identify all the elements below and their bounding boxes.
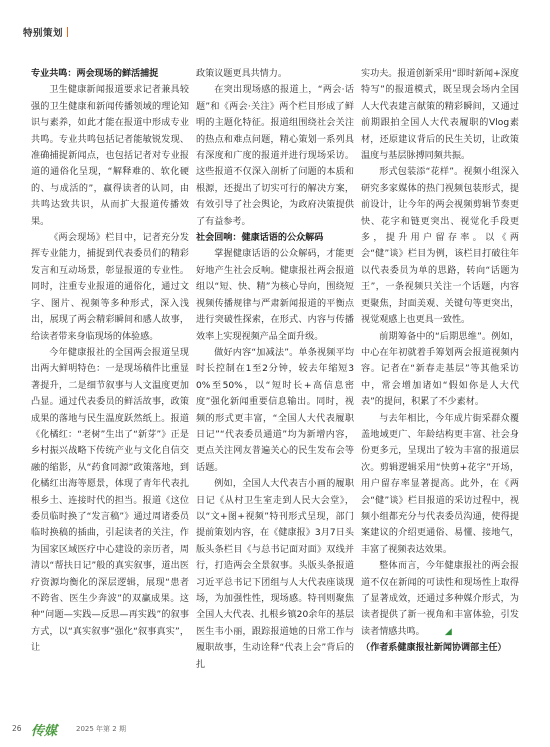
closing-text: 整体而言，今年健康报社的两会报道不仅在新闻的可读性和现场性上取得了显著成效，还通过多种媒介形式，为读者提供了新一视角和丰富体验，引发读者情感共鸣。 [361,561,519,637]
paragraph: 前期筹备中的“后期思维”。例如，中心在年初就着手筹划两会报道视频内容。记者在“新春走基层”等其他采访中，常会增加诸如“假如你是人大代表”的提问，积累了不少素材。 [361,331,519,408]
magazine-logo: 传媒 [31,724,58,739]
page-number: 26 [12,724,22,733]
paragraph: 卫生健康新闻报道要求记者兼具较强的卫生健康和新闻传播领域的理论知识与素养，如此才能在报道中形成专业共鸣。专业共鸣包括记者能敏锐发现、准确捕捉新闻点，也包括记者对专业报道的通俗化呈现，“解释难的、软化硬的、与成活的”，赢得读者的认同，由共鸣达致共识，从而扩大报道传播效果。 [31,85,189,227]
paragraph: 与去年相比，今年成片街采群众覆盖地域更广、年龄结构更丰富、社会身份更多元，呈现出了较为丰富的报道层次。剪辑逻辑采用“快剪+花字”开场，用户留存率显著提高。此外，在《两会“健”谈》栏目报道的采访过程中，视频小组都充分与代表委员沟通，使得提案建议的介绍更通俗、易懂、接地气，丰富了视频表达效果。 [361,413,519,555]
issue-label: 2025 年第 2 期 [76,725,126,733]
paragraph: 政策议题更具共情力。 [196,69,287,79]
leaf-end-icon: ◢ [444,626,452,637]
paragraph: 形式包装添“花样”。视频小组深入研究多家媒体的热门视频包装形式，提前设计，让今年的两会视频剪辑节奏更快、花字和链更突出、视觉化手段更多，提升用户留存率。以《两会“健”谈》栏目为例，该栏目打破往年以代表委员为单的思路，转向“话题为王”，一条视频只关注一个话题，内容更聚焦，封面美观、关键句等更突出，视觉观感上也更具一致性。 [361,167,519,326]
section-tag [23,24,68,40]
article-body [0,66,550,716]
paragraph: 《两会现场》栏目中，记者充分发挥专业能力，捕捉到代表委员们的精彩发言和互动场景，彰显报道的专业性。同时，注重专业报道的通俗化，通过文字、图片、视频等多种形式，深入浅出，展现了两会精彩瞬间和感人故事，给读者带来身临现场的体验感。 [31,233,189,342]
page-footer [0,714,550,744]
section-label: 特别策划 [23,28,64,39]
section-divider [67,27,68,37]
paragraph [361,558,519,640]
paragraph: 做好内容“加减法”。单条视频平均时长控制在1至2分钟，较去年缩短30%至50%，以“短时长+高信息密度”强化新闻重要信息输出。同时，视频的形式更丰富，“全国人大代表履职日记”“代表委员通道”均为新增内容，更点关注网友普遍关心的民生发布会等话题。 [196,347,354,473]
author-note: （作者系健康报社新闻协调部主任） [361,643,507,654]
paragraph: 在突出现场感的报道上，“两会·话题”和《两会·关注》两个栏目形成了鲜明的主题化特征。报道组围绕社会关注的热点和难点问题，精心策划一系列具有深度和广度的报道并进行现场采访。这些报道不仅深入剖析了问题的本质和根源，还提出了切实可行的解决方案，有效引导了社会舆论，为政府决策提供了有益参考。 [196,85,354,227]
paragraph: 今年健康报社的全国两会报道呈现出两大鲜明特色：一是现场稿件比重显著提升，二是细节叙事与人文温度更加凸显。通过代表委员的鲜活故事，政策成果的落地与民生温度跃然纸上。报道《化橘红：“老树”生出了“新芽”》正是乡村振兴战略下传统产业与文化自信交融的缩影，从“药食同源”政策落地，到化橘红出海等愿景，体现了青年代表扎根乡土、连接时代的担当。报道《这位委员临时换了“发言稿”》通过周诸委员临时换稿的插曲，引起读者的关注，作为国家区域医疗中心建设的亲历者，周清以“帮扶日记”般的真实叙事，道出医疗资源均衡化的深层逻辑，展现“患者不跨省、医生少奔波”的双赢成果。这种“问题—实践—反思—再实践”的叙事方式，以“真实叙事”强化“叙事真实”，让 [31,347,189,654]
subheading-professional: 专业共鸣：两会现场的鲜活捕捉 [31,69,159,79]
paragraph: 掌握健康话语的公众解码，才能更好地产生社会反响。健康报社两会报道组以“短、快、精”为核心导向，围绕短视频传播规律与严肃新闻报道的平衡点进行突破性探索，在形式、内容与传播效率上实现视频产品全面升级。 [196,249,354,342]
subheading-social: 社会回响：健康话语的公众解码 [196,233,324,244]
column-2 [196,66,354,673]
paragraph: 例如，全国人大代表吉小画的履职日记《从村卫生室走到人民大会堂》，以“文+图+视频”特刊形式呈现，部门提前策划内容，在《健康报》3月7日头版头条栏目《与总书记面对面》双线并行，打造两会全景叙事。头版头条报道习近平总书记下团组与人大代表座谈现场，为加强性性，现场感。特刊则聚焦全国人大代表、扎根乡镇20余年的基层医生韦小丽，跟踪报道她的日常工作与履职故事，生动诠释“代表上会”背后的扎 [196,479,354,670]
page-header [0,0,550,56]
column-3 [361,66,519,657]
paragraph: 实功夫。报道创新采用“即时新闻+深度特写”的报道模式，既呈现会场内全国人大代表建言献策的精彩瞬间，又通过前期跟拍全国人大代表履职的Vlog素材，还原建议背后的民生关切，让政策温度与基层脉搏同频共振。 [361,69,519,162]
column-1 [31,66,189,657]
